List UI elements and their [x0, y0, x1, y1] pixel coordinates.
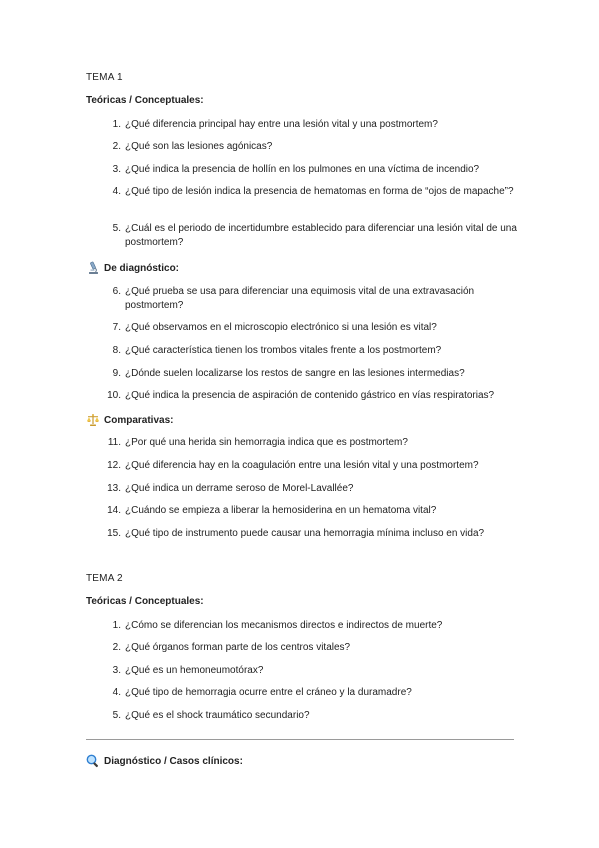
question-text: ¿Cuándo se empieza a liberar la hemosiderina en un hematoma vital? [125, 505, 437, 516]
question-number: 4. [112, 186, 121, 197]
question-text: ¿Cuál es el periodo de incertidumbre establecido para diferenciar una lesión vital de una postmortem? [125, 223, 517, 248]
question-number: 11. [107, 437, 121, 448]
question-item [100, 344, 520, 358]
question-number: 12. [107, 460, 121, 471]
question-number: 5. [112, 223, 121, 234]
section-heading [86, 754, 243, 768]
question-item [100, 222, 520, 249]
microscope-icon [86, 261, 100, 275]
question-item [100, 285, 520, 312]
question-number: 2. [112, 141, 121, 152]
question-item [100, 504, 520, 518]
question-text: ¿Qué tipo de instrumento puede causar una hemorragia mínima incluso en vida? [125, 528, 485, 539]
question-text: ¿Qué es el shock traumático secundario? [125, 710, 310, 721]
question-text: ¿Dónde suelen localizarse los restos de sangre en las lesiones intermedias? [125, 368, 465, 379]
section-heading [86, 95, 204, 106]
question-text: ¿Qué indica la presencia de hollín en los pulmones en una víctima de incendio? [125, 164, 480, 175]
question-text: ¿Qué indica un derrame seroso de Morel-Lavallée? [125, 483, 354, 494]
question-item [100, 163, 520, 177]
question-item [100, 389, 520, 403]
section-heading-text: Comparativas: [104, 414, 174, 426]
section-heading-text: Teóricas / Conceptuales: [86, 95, 204, 106]
question-number: 3. [112, 665, 121, 676]
section-heading [86, 261, 179, 275]
question-item [100, 140, 520, 154]
question-number: 7. [112, 322, 121, 333]
question-text: ¿Qué es un hemoneumotórax? [125, 665, 264, 676]
question-text: ¿Qué tipo de lesión indica la presencia de hematomas en forma de “ojos de mapache”? [125, 186, 514, 197]
section-heading-text: Diagnóstico / Casos clínicos: [104, 755, 243, 767]
question-item [100, 185, 520, 199]
question-item [100, 321, 520, 335]
question-item [100, 641, 520, 655]
question-text: ¿Qué diferencia hay en la coagulación entre una lesión vital y una postmortem? [125, 460, 479, 471]
question-item [100, 367, 520, 381]
section-heading [86, 596, 204, 607]
question-text: ¿Por qué una herida sin hemorragia indica que es postmortem? [125, 437, 408, 448]
question-text: ¿Qué son las lesiones agónicas? [125, 141, 273, 152]
question-item [100, 482, 520, 496]
magnifier-icon [86, 754, 100, 768]
question-text: ¿Qué prueba se usa para diferenciar una equimosis vital de una extravasación postmortem? [125, 286, 475, 311]
question-item [100, 664, 520, 678]
section-heading [86, 413, 173, 427]
question-item [100, 686, 520, 700]
topic-title: TEMA 1 [86, 72, 123, 83]
question-item [100, 118, 520, 132]
question-number: 1. [112, 119, 121, 130]
question-number: 13. [107, 483, 121, 494]
question-item [100, 709, 520, 723]
topic-title: TEMA 2 [86, 573, 123, 584]
question-number: 3. [112, 164, 121, 175]
section-heading-text: Teóricas / Conceptuales: [86, 596, 204, 607]
question-text: ¿Qué diferencia principal hay entre una lesión vital y una postmortem? [125, 119, 438, 130]
scales-icon [86, 413, 100, 427]
question-number: 8. [112, 345, 121, 356]
question-number: 6. [112, 286, 121, 297]
horizontal-rule [86, 739, 514, 740]
question-number: 15. [107, 528, 121, 539]
question-item [100, 459, 520, 473]
question-text: ¿Qué tipo de hemorragia ocurre entre el cráneo y la duramadre? [125, 687, 412, 698]
question-item [100, 619, 520, 633]
question-text: ¿Qué indica la presencia de aspiración de contenido gástrico en vías respiratorias? [125, 390, 495, 401]
question-text: ¿Cómo se diferencian los mecanismos directos e indirectos de muerte? [125, 620, 443, 631]
question-number: 4. [112, 687, 121, 698]
question-item [100, 527, 520, 541]
question-number: 2. [112, 642, 121, 653]
question-text: ¿Qué observamos en el microscopio electrónico si una lesión es vital? [125, 322, 437, 333]
question-number: 5. [112, 710, 121, 721]
question-number: 9. [112, 368, 121, 379]
question-text: ¿Qué órganos forman parte de los centros vitales? [125, 642, 351, 653]
question-number: 1. [112, 620, 121, 631]
question-text: ¿Qué característica tienen los trombos vitales frente a los postmortem? [125, 345, 442, 356]
question-number: 10. [107, 390, 121, 401]
question-item [100, 436, 520, 450]
question-number: 14. [107, 505, 121, 516]
section-heading-text: De diagnóstico: [104, 262, 180, 274]
